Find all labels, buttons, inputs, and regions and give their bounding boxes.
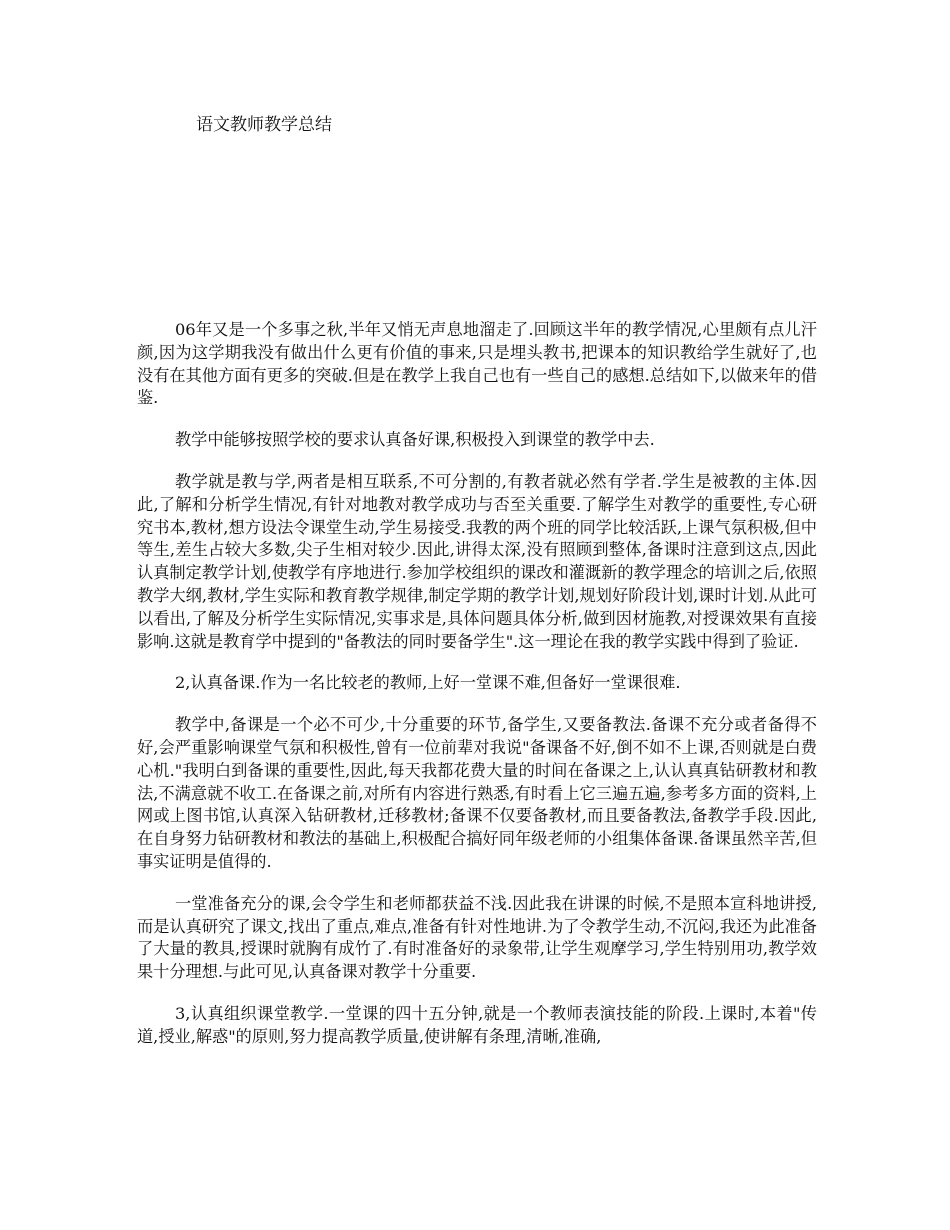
paragraph-intro: 06年又是一个多事之秋,半年又悄无声息地溜走了.回顾这半年的教学情况,心里颇有点儿汗颜,因为这学期我没有做出什么更有价值的事来,只是埋头教书,把课本的知识教给学生就好了,也没有在其他方面有更多的突破.但是在教学上我自己也有一些自己的感想.总结如下,以做来年的借鉴.	[137, 320, 817, 408]
document-body	[137, 319, 817, 1068]
paragraph-prepared-lesson-benefits: 一堂准备充分的课,会令学生和老师都获益不浅.因此我在讲课的时候,不是照本宣科地讲授,而是认真研究了课文,找出了重点,难点,准备有针对性地讲.为了令教学生动,不沉闷,我还为此准备了大量的教具,授课时就胸有成竹了.有时准备好的录象带,让学生观摩学习,学生特别用功,教学效果十分理想.与此可见,认真备课对教学十分重要.	[137, 893, 817, 982]
paragraph-point-3-classroom: 3,认真组织课堂教学.一堂课的四十五分钟,就是一个教师表演技能的阶段.上课时,本着"传道,授业,解惑"的原则,努力提高教学质量,使讲解有条理,清晰,准确,	[137, 1003, 817, 1046]
paragraph-know-students: 教学就是教与学,两者是相互联系,不可分割的,有教者就必然有学者.学生是被教的主体.因此,了解和分析学生情况,有针对地教对教学成功与否至关重要.了解学生对教学的重要性,专心研究书本,教材,想方设法令课堂生动,学生易接受.我教的两个班的同学比较活跃,上课气氛积极,但中等生,差生占较大多数,尖子生相对较少.因此,讲得太深,没有照顾到整体,备课时注意到这点,因此认真制定教学计划,使教学有序地进行.参加学校组织的课改和灌溉新的教学理念的培训之后,依照教学大纲,教材,学生实际和教育教学规律,制定学期的教学计划,规划好阶段计划,课时计划.从此可以看出,了解及分析学生实际情况,实事求是,具体问题具体分析,做到因材施教,对授课效果有直接影响.这就是教育学中提到的"备教法的同时要备学生".这一理论在我的教学实践中得到了验证.	[137, 471, 817, 651]
document-title: 语文教师教学总结	[196, 115, 332, 135]
paragraph-lesson-preparation: 教学中,备课是一个必不可少,十分重要的环节,备学生,又要备教法.备课不充分或者备得不好,会严重影响课堂气氛和积极性,曾有一位前辈对我说"备课备不好,倒不如不上课,否则就是白费心机."我明白到备课的重要性,因此,每天我都花费大量的时间在备课之上,认认真真钻研教材和教法,不满意就不收工.在备课之前,对所有内容进行熟悉,有时看上它三遍五遍,参考多方面的资料,上网或上图书馆,认真深入钻研教材,迁移教材;备课不仅要备教材,而且要备教法,备教学手段.因此,在自身努力钻研教材和教法的基础上,积极配合搞好同年级老师的小组集体备课.备课虽然辛苦,但事实证明是值得的.	[137, 715, 817, 871]
paragraph-point-2-heading: 2,认真备课.作为一名比较老的教师,上好一堂课不难,但备好一堂课很难.	[175, 673, 681, 693]
paragraph-preparation-summary: 教学中能够按照学校的要求认真备好课,积极投入到课堂的教学中去.	[175, 430, 655, 450]
